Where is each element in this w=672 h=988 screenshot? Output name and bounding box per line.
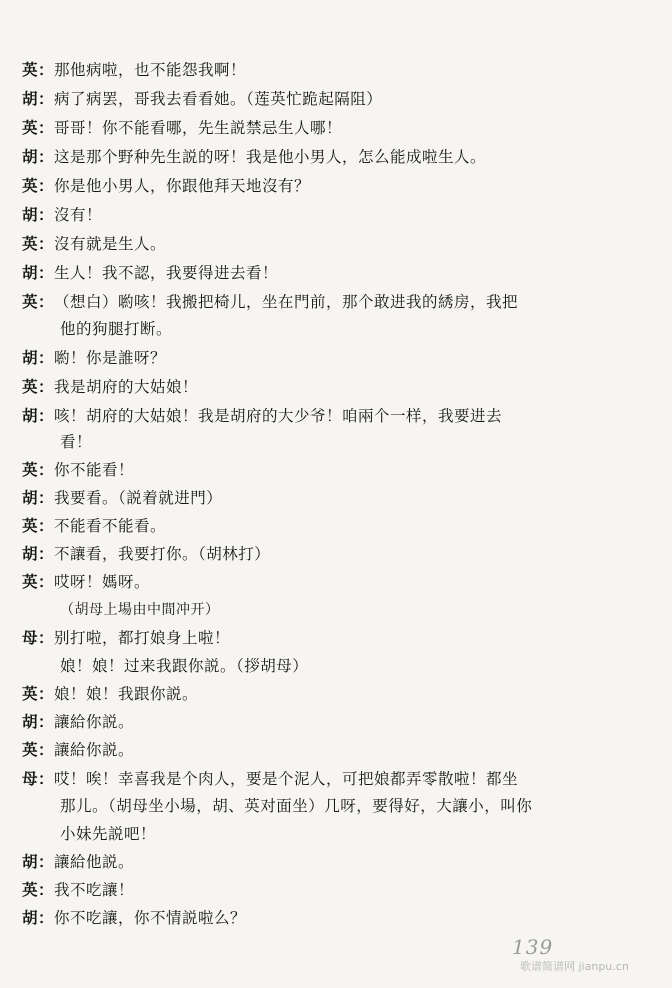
dialogue-line <box>22 736 652 764</box>
page-number: 139 <box>512 935 554 959</box>
dialogue-continuation <box>60 428 672 456</box>
dialogue-continuation <box>60 820 672 848</box>
line-text: 别打啦，都打娘身上啦！ <box>54 629 231 647</box>
line-text: 看！ <box>60 433 93 451</box>
dialogue-line <box>22 201 652 229</box>
speaker-label: 胡： <box>22 852 55 871</box>
speaker-label: 胡： <box>22 406 55 425</box>
speaker-label: 英： <box>22 684 55 703</box>
line-text: 哎！唉！幸喜我是个肉人，要是个泥人，可把娘都弄零散啦！都坐 <box>54 770 519 788</box>
dialogue-line <box>22 484 652 512</box>
line-text: 这是那个野种先生説的呀！我是他小男人，怎么能成啦生人。 <box>54 148 487 166</box>
line-text: 小妹先説吧！ <box>60 825 157 843</box>
line-text: 哎呀！媽呀。 <box>54 573 151 591</box>
dialogue-line <box>22 624 652 652</box>
line-text: 我是胡府的大姑娘！ <box>54 378 199 396</box>
speaker-label: 胡： <box>22 205 55 224</box>
dialogue-line <box>22 765 652 793</box>
line-text: 生人！我不認，我要得进去看！ <box>54 264 279 282</box>
dialogue-line <box>22 540 652 568</box>
dialogue-line <box>22 288 652 316</box>
line-text: （想白）喲咳！我搬把椅儿，坐在門前，那个敢进我的綉房，我把 <box>54 293 519 311</box>
dialogue-line <box>22 230 652 258</box>
line-text: 喲！你是誰呀？ <box>54 349 167 367</box>
line-text: 哥哥！你不能看哪，先生説禁忌生人哪！ <box>54 119 343 137</box>
line-text: 病了病罢，哥我去看看她。（莲英忙跪起隔阻） <box>54 90 383 108</box>
line-text: 讓給他説。 <box>54 853 135 871</box>
line-text: 沒有就是生人。 <box>54 235 167 253</box>
speaker-label: 英： <box>22 377 55 396</box>
speaker-label: 胡： <box>22 263 55 282</box>
dialogue-line <box>22 85 652 113</box>
speaker-label: 英： <box>22 60 55 79</box>
dialogue-line <box>22 568 652 596</box>
speaker-label: 母： <box>22 769 55 788</box>
line-text: 不能看不能看。 <box>54 517 167 535</box>
dialogue-line <box>22 456 652 484</box>
speaker-label: 母： <box>22 628 55 647</box>
speaker-label: 英： <box>22 880 55 899</box>
dialogue-continuation <box>60 315 672 343</box>
dialogue-line <box>22 512 652 540</box>
line-text: 娘！娘！过来我跟你説。（拶胡母） <box>60 657 309 675</box>
stage-direction <box>60 596 672 624</box>
watermark: 歌谱简谱网 jianpu.cn <box>520 960 629 973</box>
line-text: 你是他小男人，你跟他拜天地沒有？ <box>54 177 311 195</box>
speaker-label: 英： <box>22 740 55 759</box>
dialogue-line <box>22 680 652 708</box>
speaker-label: 英： <box>22 516 55 535</box>
dialogue-line <box>22 848 652 876</box>
dialogue-line <box>22 904 652 932</box>
speaker-label: 英： <box>22 234 55 253</box>
line-text: 不讓看，我要打你。（胡林打） <box>54 545 271 563</box>
dialogue-line <box>22 172 652 200</box>
line-text: 那儿。（胡母坐小場，胡、英对面坐）几呀，要得好，大讓小，叫你 <box>60 797 533 815</box>
line-text: 娘！娘！我跟你説。 <box>54 685 199 703</box>
dialogue-line <box>22 56 652 84</box>
dialogue-line <box>22 876 652 904</box>
dialogue-continuation <box>60 652 672 680</box>
dialogue-continuation <box>60 792 672 820</box>
dialogue-line <box>22 344 652 372</box>
speaker-label: 英： <box>22 460 55 479</box>
line-text: 那他病啦，也不能怨我啊！ <box>54 61 247 79</box>
speaker-label: 胡： <box>22 908 55 927</box>
dialogue-line <box>22 143 652 171</box>
line-text: 他的狗腿打断。 <box>60 320 173 338</box>
dialogue-line <box>22 259 652 287</box>
line-text: 沒有！ <box>54 206 103 224</box>
speaker-label: 英： <box>22 292 55 311</box>
speaker-label: 英： <box>22 176 55 195</box>
dialogue-line <box>22 402 652 430</box>
line-text: 你不吃讓，你不情説啦么？ <box>54 909 247 927</box>
speaker-label: 英： <box>22 118 55 137</box>
speaker-label: 英： <box>22 572 55 591</box>
dialogue-line <box>22 114 652 142</box>
speaker-label: 胡： <box>22 348 55 367</box>
line-text: 我要看。（説着就进門） <box>54 489 223 507</box>
dialogue-line <box>22 373 652 401</box>
line-text: 咳！胡府的大姑娘！我是胡府的大少爷！咱兩个一样，我要进去 <box>54 407 503 425</box>
speaker-label: 胡： <box>22 712 55 731</box>
line-text: 讓給你説。 <box>54 741 135 759</box>
line-text: （胡母上場由中間冲开） <box>60 602 220 618</box>
dialogue-line <box>22 708 652 736</box>
speaker-label: 胡： <box>22 544 55 563</box>
line-text: 你不能看！ <box>54 461 135 479</box>
line-text: 我不吃讓！ <box>54 881 135 899</box>
speaker-label: 胡： <box>22 147 55 166</box>
line-text: 讓給你説。 <box>54 713 135 731</box>
speaker-label: 胡： <box>22 488 55 507</box>
speaker-label: 胡： <box>22 89 55 108</box>
